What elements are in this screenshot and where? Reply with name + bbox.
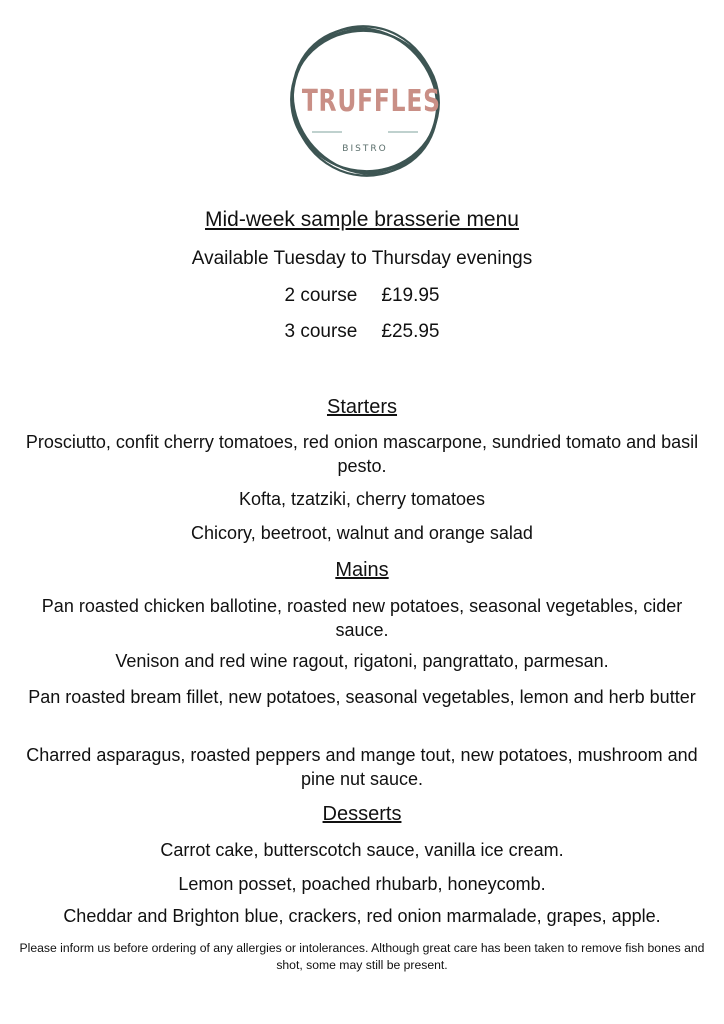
logo-tagline: BISTRO xyxy=(342,144,388,154)
price-label: 3 course xyxy=(284,321,358,342)
main-item: Venison and red wine ragout, rigatoni, pangrattato, parmesan. xyxy=(115,651,609,671)
starter-item: Kofta, tzatziki, cherry tomatoes xyxy=(238,489,486,509)
mains-heading: Mains xyxy=(335,559,389,581)
dessert-item: Lemon posset, poached rhubarb, honeycomb. xyxy=(178,874,546,894)
availability-text: Available Tuesday to Thursday evenings xyxy=(191,248,533,269)
starters-heading: Starters xyxy=(326,396,398,418)
main-item: Charred asparagus, roasted peppers and mange tout, new potatoes, mushroom and pine nut sauce. xyxy=(26,745,698,789)
truffles-logo xyxy=(284,20,446,182)
price-3-course xyxy=(10,321,714,343)
menu-title: Mid-week sample brasserie menu xyxy=(205,208,519,231)
dessert-item: Cheddar and Brighton blue, crackers, red onion marmalade, grapes, apple. xyxy=(63,906,661,926)
allergy-note: Please inform us before ordering of any allergies or intolerances. Although great care has been taken to remove fish bones and shot, some may still be present. xyxy=(19,941,705,972)
dessert-item: Carrot cake, butterscotch sauce, vanilla ice cream. xyxy=(160,840,564,860)
starter-item: Chicory, beetroot, walnut and orange salad xyxy=(191,523,533,543)
price-value: £25.95 xyxy=(381,321,440,342)
logo-name: TRUFFLES xyxy=(301,84,441,119)
main-item: Pan roasted chicken ballotine, roasted new potatoes, seasonal vegetables, cider sauce. xyxy=(41,596,683,640)
desserts-heading: Desserts xyxy=(322,803,402,825)
price-label: 2 course xyxy=(284,285,358,306)
starter-item: Prosciutto, confit cherry tomatoes, red onion mascarpone, sundried tomato and basil pesto. xyxy=(25,432,699,476)
price-2-course xyxy=(10,285,714,307)
main-item: Pan roasted bream fillet, new potatoes, seasonal vegetables, lemon and herb butter xyxy=(28,687,696,707)
price-value: £19.95 xyxy=(381,285,440,306)
